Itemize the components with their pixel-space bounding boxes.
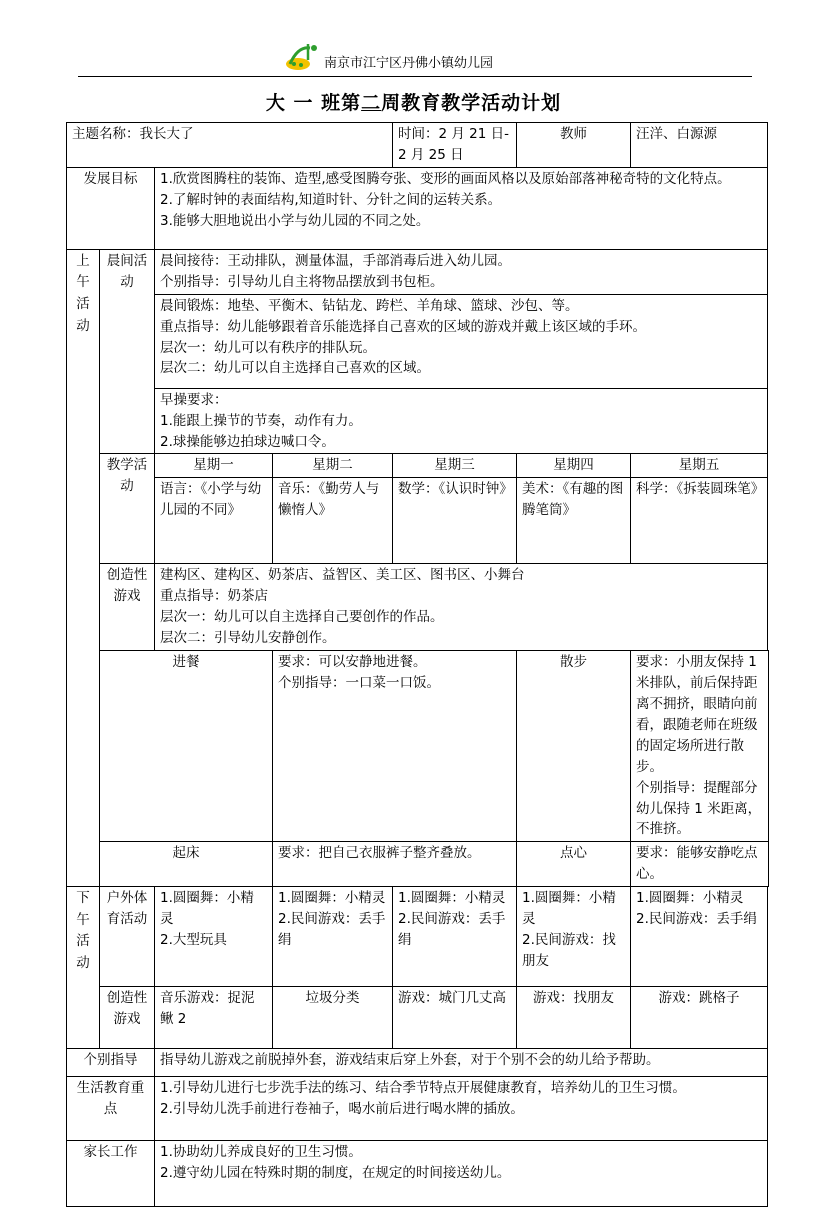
teaching-row [67, 478, 769, 564]
weekday-thu: 星期四 [517, 454, 631, 478]
header-divider [78, 76, 752, 77]
teaching-mon: 语言：《小学与幼儿园的不同》 [155, 478, 273, 564]
teacher-label: 教师 [517, 123, 631, 168]
outdoor-thu: 1.圆圈舞：小精灵 2.民间游戏：找朋友 [517, 887, 631, 987]
morning-reception-row [67, 249, 769, 294]
school-logo-icon [284, 42, 320, 72]
teaching-thu: 美术：《有趣的图腾笔筒》 [517, 478, 631, 564]
meal-label: 进餐 [100, 651, 273, 842]
individual-content: 指导幼儿游戏之前脱掉外套，游戏结束后穿上外套，对于个别不会的幼儿给予帮助。 [155, 1049, 768, 1077]
wake-content: 要求：把自己衣服裤子整齐叠放。 [273, 842, 517, 887]
morning-drill-row [67, 388, 769, 454]
page-header [0, 36, 827, 76]
wake-row [67, 842, 769, 887]
parents-label: 家长工作 [67, 1141, 155, 1207]
creative-pm-wed: 游戏：城门几丈高 [393, 987, 517, 1049]
outdoor-label: 户外体育活动 [100, 887, 155, 987]
individual-row [67, 1049, 769, 1077]
life-row [67, 1077, 769, 1141]
weekday-mon: 星期一 [155, 454, 273, 478]
plan-table [66, 122, 769, 1207]
outdoor-wed: 1.圆圈舞：小精灵 2.民间游戏：丢手绢 [393, 887, 517, 987]
creative-pm-mon: 音乐游戏：捉泥鳅 2 [155, 987, 273, 1049]
creative-pm-thu: 游戏：找朋友 [517, 987, 631, 1049]
creative-pm-label: 创造性游戏 [100, 987, 155, 1049]
outdoor-mon: 1.圆圈舞：小精灵 2.大型玩具 [155, 887, 273, 987]
teaching-fri: 科学：《拆装圆珠笔》 [631, 478, 768, 564]
parents-content: 1.协助幼儿养成良好的卫生习惯。 2.遵守幼儿园在特殊时期的制度，在规定的时间接送幼儿。 [155, 1141, 768, 1207]
meal-content: 要求：可以安静地进餐。 个别指导：一口菜一口饭。 [273, 651, 517, 842]
morning-section-label: 上午活动 [67, 249, 100, 886]
morning-activity-label: 晨间活动 [100, 249, 155, 454]
outdoor-row [67, 887, 769, 987]
info-row [67, 123, 769, 168]
goal-item: 1.欣赏图腾柱的装饰、造型,感受图腾夸张、变形的画面风格以及原始部落神秘奇特的文化特点。 [160, 170, 731, 187]
snack-content: 要求：能够安静吃点心。 [631, 842, 769, 887]
teaching-label: 教学活动 [100, 454, 155, 564]
page-title [0, 88, 827, 115]
outdoor-tue: 1.圆圈舞：小精灵 2.民间游戏：丢手绢 [273, 887, 393, 987]
creative-pm-fri: 游戏：跳格子 [631, 987, 768, 1049]
goals-content [155, 167, 768, 249]
creative-am-label: 创造性游戏 [100, 564, 155, 651]
snack-label: 点心 [517, 842, 631, 887]
wake-label: 起床 [100, 842, 273, 887]
creative-am-row [67, 564, 769, 651]
walk-label: 散步 [517, 651, 631, 842]
teaching-wed: 数学：《认识时钟》 [393, 478, 517, 564]
individual-label: 个别指导 [67, 1049, 155, 1077]
teaching-tue: 音乐：《勤劳人与懒惰人》 [273, 478, 393, 564]
school-name: 南京市江宁区丹佛小镇幼儿园 [324, 56, 494, 71]
goals-label: 发展目标 [67, 167, 155, 249]
creative-pm-row [67, 987, 769, 1049]
teacher-value: 汪洋、白源源 [631, 123, 768, 168]
outdoor-fri: 1.圆圈舞：小精灵 2.民间游戏：丢手绢 [631, 887, 768, 987]
goal-item: 2.了解时钟的表面结构,知道时针、分针之间的运转关系。 [160, 191, 502, 208]
weekday-tue: 星期二 [273, 454, 393, 478]
creative-pm-tue: 垃圾分类 [273, 987, 393, 1049]
walk-content: 要求：小朋友保持 1 米排队，前后保持距离不拥挤，眼睛向前看，跟随老师在班级的固定场所进行散步。 个别指导：提醒部分幼儿保持 1 米距离，不推挤。 [631, 651, 769, 842]
reception-cell: 晨间接待：王动排队，测量体温，手部消毒后进入幼儿园。 个别指导：引导幼儿自主将物品摆放到书包柜。 [155, 249, 768, 294]
theme-cell: 主题名称：我长大了 [67, 123, 393, 168]
week-number: 二 [361, 92, 382, 114]
morning-exercise-row [67, 294, 769, 388]
weekday-header-row [67, 454, 769, 478]
drill-cell: 早操要求： 1.能跟上操节的节奏，动作有力。 2.球操能够边拍球边喊口令。 [155, 388, 768, 454]
weekday-fri: 星期五 [631, 454, 768, 478]
exercise-cell: 晨间锻炼：地垫、平衡木、钻钻龙、跨栏、羊角球、篮球、沙包、等。 重点指导：幼儿能够跟着音乐能选择自己喜欢的区域的游戏并戴上该区域的手环。 层次一：幼儿可以有秩序的排队玩。 层次二：幼儿可以自主选择自己喜欢的区域。 [155, 294, 768, 388]
meal-row [67, 651, 769, 842]
parents-row [67, 1141, 769, 1207]
afternoon-section-label: 下午活动 [67, 887, 100, 1049]
life-content: 1.引导幼儿进行七步洗手法的练习、结合季节特点开展健康教育，培养幼儿的卫生习惯。 2.引导幼儿洗手前进行卷袖子，喝水前后进行喝水牌的插放。 [155, 1077, 768, 1141]
weekday-wed: 星期三 [393, 454, 517, 478]
week-prefix: 第 [341, 92, 362, 114]
goals-row [67, 167, 769, 249]
creative-am-content: 建构区、建构区、奶茶店、益智区、美工区、图书区、小舞台 重点指导：奶茶店 层次一：幼儿可以自主选择自己要创作的作品。 层次二：引导幼儿安静创作。 [155, 564, 768, 651]
theme-value: 我长大了 [139, 126, 194, 142]
life-label: 生活教育重 点 [67, 1077, 155, 1141]
goal-item: 3.能够大胆地说出小学与幼儿园的不同之处。 [160, 212, 430, 229]
class-name: 大 一 班 [265, 92, 342, 114]
title-rest: 周教育教学活动计划 [381, 92, 562, 114]
time-cell: 时间：2 月 21 日-2 月 25 日 [393, 123, 517, 168]
